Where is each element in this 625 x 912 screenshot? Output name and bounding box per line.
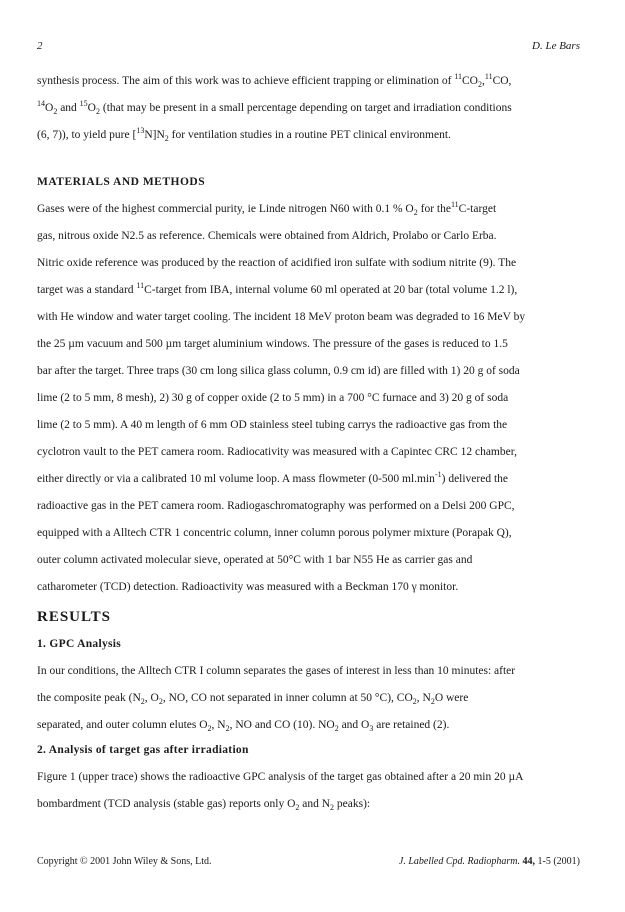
text-line: Nitric oxide reference was produced by the reaction of acidified iron sulfate with sodium nitrite (9). The (37, 257, 517, 269)
text-line: either directly or via a calibrated 10 ml volume loop. A mass flowmeter (0-500 $ml.\min^{-1}$) delivered the (37, 470, 509, 485)
materials-methods-paragraph (37, 196, 590, 601)
journal-citation (399, 856, 580, 867)
text-line: target was a standard $^{11}$C-target from IBA, internal volume 60 ml operated at 20 bar (total volume 1.2 l), (37, 281, 518, 296)
text-line: Gases were of the highest commercial purity, ie Linde nitrogen N60 with 0.1 % $O_2$ for the$^{11}$C-target (37, 200, 497, 217)
text-line: separated, and outer column elutes $O_2$, $N_2$, NO and CO (10). $NO_2$ and $O_3$ are retained (2). (37, 719, 450, 733)
gpc-analysis-heading: 1. GPC Analysis (37, 638, 122, 650)
target-gas-heading: 2. Analysis of target gas after irradiation (37, 744, 249, 756)
text-line: $^{14}O_2$ and $^{15}O_2$ (that may be present in a small percentage depending on target and irradiation conditions (37, 99, 512, 116)
materials-methods-heading: MATERIALS AND METHODS (37, 176, 206, 188)
text-line: radioactive gas in the PET camera room. Radiogaschromatography was performed on a Delsi 200 GPC, (37, 500, 515, 512)
text-line: the 25 µm vacuum and 500 µm target aluminium windows. The pressure of the gases is reduced to 1.5 (37, 338, 508, 350)
page-number: 2 (37, 40, 43, 52)
target-gas-paragraph (37, 764, 590, 818)
text-line: Figure 1 (upper trace) shows the radioactive GPC analysis of the target gas obtained after a 20 min 20 µA (37, 771, 524, 783)
text-line: (6, 7)), to yield pure $[^{13}N]N_2$ for ventilation studies in a routine PET clinical environment. (37, 126, 451, 143)
results-heading: RESULTS (37, 609, 111, 625)
journal-name: J. Labelled Cpd. Radiopharm. (398, 856, 520, 867)
text-line: bar after the target. Three traps (30 cm long silica glass column, 0.9 cm id) are filled with 1) 20 g of soda (37, 365, 520, 377)
text-line: lime (2 to 5 mm, 8 mesh), 2) 30 g of copper oxide (2 to 5 mm) in a 700 °C furnace and 3) 20 g of soda (37, 392, 509, 404)
text-line: gas, nitrous oxide N2.5 as reference. Chemicals were obtained from Aldrich, Prolabo or Carlo Erba. (37, 230, 497, 242)
journal-pages: 1-5 (2001) (537, 856, 580, 867)
text-line: the composite peak ($N_2$, $O_2$, NO, CO not separated in inner column at 50 °C), $CO_2$, $N_2O$ were (37, 692, 469, 706)
running-head: D. Le Bars (532, 40, 580, 52)
text-line: synthesis process. The aim of this work was to achieve efficient trapping or elimination of $^{11}CO_2,^{11}CO$, (37, 72, 512, 89)
text-line: cyclotron vault to the PET camera room. Radiocativity was measured with a Capintec CRC 12 chamber, (37, 446, 517, 458)
copyright-notice: Copyright © 2001 John Wiley & Sons, Ltd. (37, 856, 212, 867)
journal-volume: 44, (522, 856, 535, 867)
gpc-analysis-paragraph (37, 658, 590, 739)
text-line: In our conditions, the Alltech CTR I column separates the gases of interest in less than 10 minutes: after (37, 665, 516, 677)
intro-paragraph (37, 68, 590, 149)
text-line: outer column activated molecular sieve, operated at 50°C with 1 bar N55 He as carrier gas and (37, 554, 473, 566)
text-line: equipped with a Alltech CTR 1 concentric column, inner column porous polymer mixture (Porapak Q), (37, 527, 512, 539)
text-line: with He window and water target cooling. The incident 18 MeV proton beam was degraded to 16 MeV by (37, 311, 526, 323)
text-line: catharometer (TCD) detection. Radioactivity was measured with a Beckman 170 γ monitor. (37, 581, 459, 593)
text-line: lime (2 to 5 mm). A 40 m length of 6 mm OD stainless steel tubing carrys the radioactive gas from the (37, 419, 508, 431)
text-line: bombardment (TCD analysis (stable gas) reports only $O_2$ and $N_2$ peaks): (37, 798, 371, 812)
